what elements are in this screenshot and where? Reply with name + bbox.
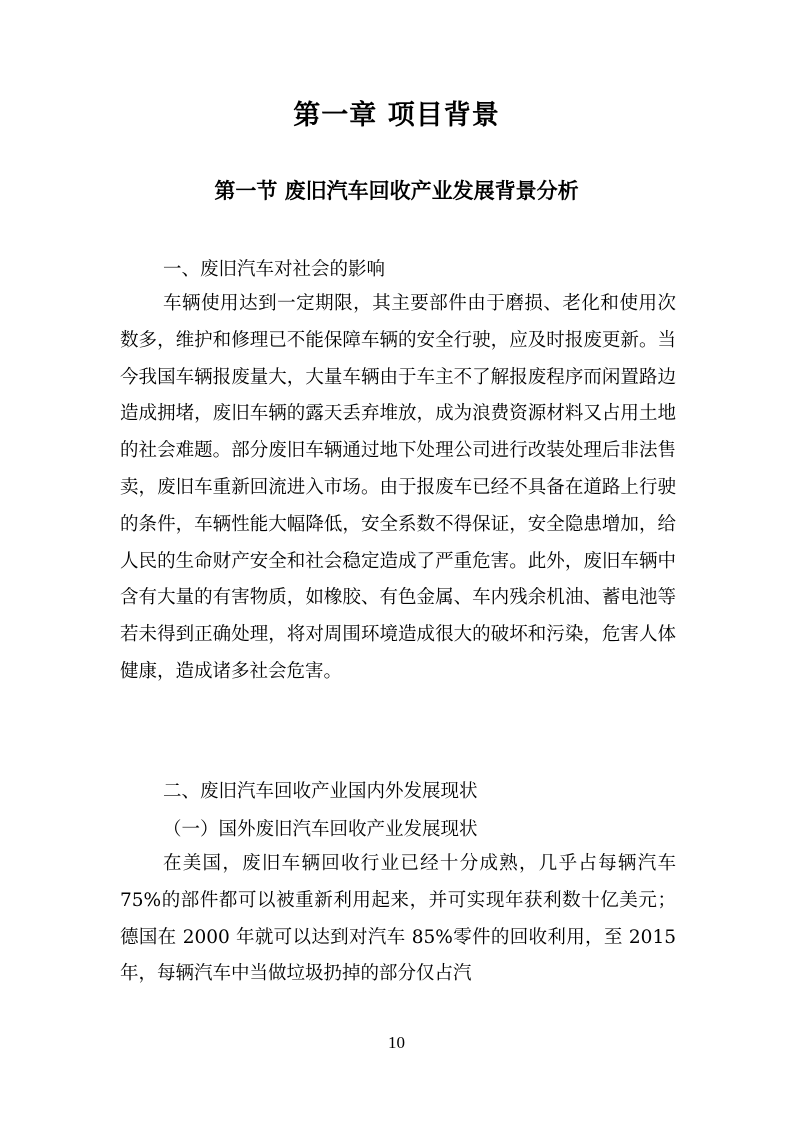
subsection-heading-social-impact: 一、废旧汽车对社会的影响 [163, 259, 386, 280]
body-paragraph-foreign-status: 在美国，废旧车辆回收行业已经十分成熟，几乎占每辆汽车 75%的部件都可以被重新利用起来，并可实现年获利数十亿美元；德国在 2000 年就可以达到对汽车 85%零件的回收利用，至 2015 年，每辆汽车中当做垃圾扔掉的部分仅占汽 [120, 853, 676, 985]
subsection-heading-industry-status: 二、废旧汽车回收产业国内外发展现状 [163, 781, 478, 802]
subsubsection-heading-foreign-status: （一）国外废旧汽车回收产业发展现状 [163, 819, 478, 840]
section-title: 第一节 废旧汽车回收产业发展背景分析 [214, 179, 579, 203]
chapter-title: 第一章 项目背景 [293, 100, 500, 131]
page-number: 10 [388, 1033, 405, 1052]
body-paragraph-social-impact: 车辆使用达到一定期限，其主要部件由于磨损、老化和使用次数多，维护和修理已不能保障车辆的安全行驶，应及时报废更新。当今我国车辆报废量大，大量车辆由于车主不了解报废程序而闲置路边造成拥堵，废旧车辆的露天丢弃堆放，成为浪费资源材料又占用土地的社会难题。部分废旧车辆通过地下处理公司进行改装处理后非法售卖，废旧车重新回流进入市场。由于报废车已经不具备在道路上行驶的条件，车辆性能大幅降低，安全系数不得保证，安全隐患增加，给人民的生命财产安全和社会稳定造成了严重危害。此外，废旧车辆中含有大量的有害物质，如橡胶、有色金属、车内残余机油、蓄电池等若未得到正确处理，将对周围环境造成很大的破坏和污染，危害人体健康，造成诸多社会危害。 [120, 293, 676, 682]
